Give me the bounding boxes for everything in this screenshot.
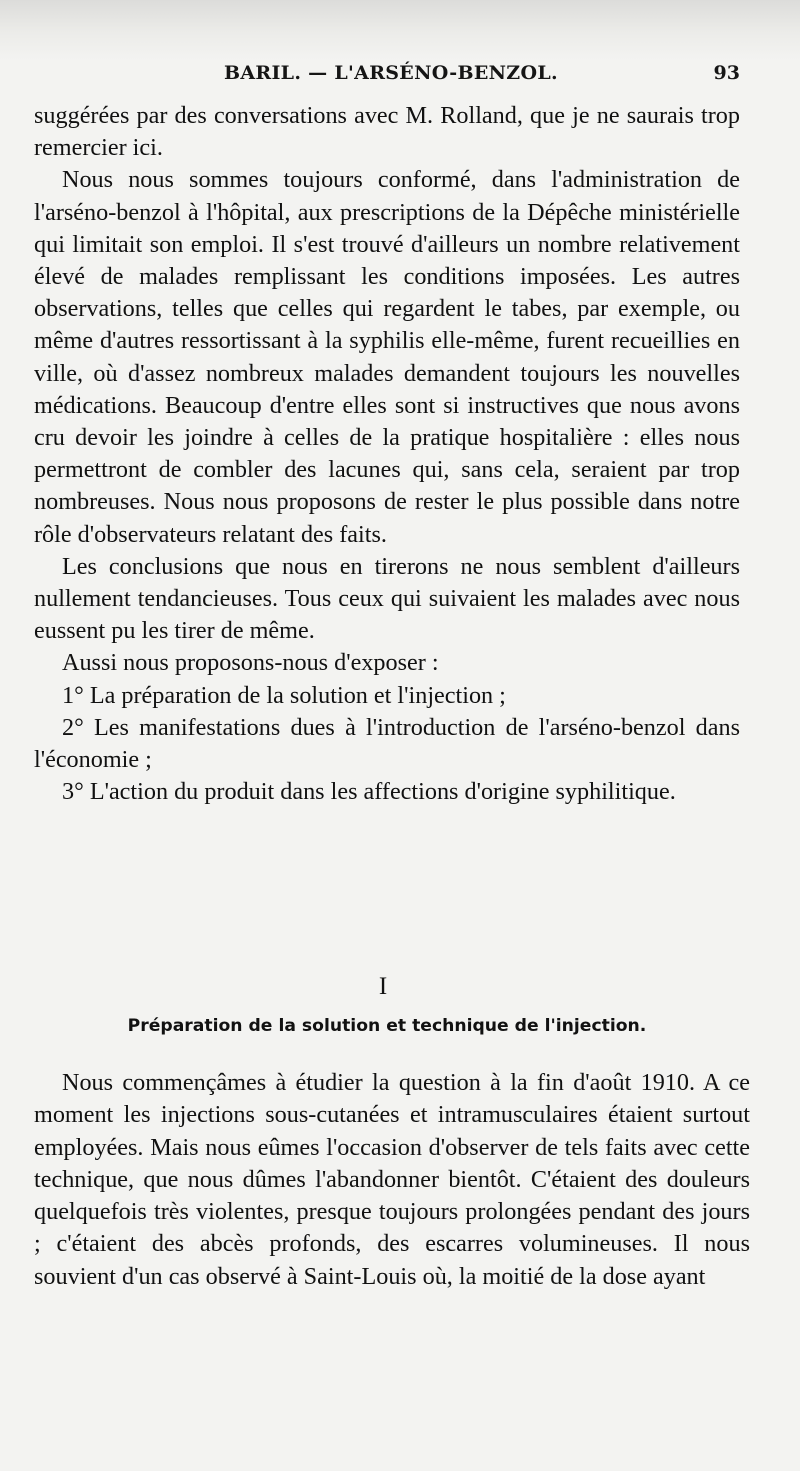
paragraph-continuation: suggérées par des conversations avec M. Rolland, que je ne saurais trop remercier ici. [34, 102, 740, 162]
scan-shadow [0, 0, 800, 60]
paragraph: Nous nous sommes toujours conformé, dans l'administration de l'arséno-benzol à l'hôpital, aux prescriptions de la Dépêche ministérielle qui limitait son emploi. Il s'est trouvé d'ailleurs un nombre relativement élevé de malades remplissant les conditions imposées. Les autres observations, telles que celles qui regardent le tabes, par exemple, ou même d'autres ressortissant à la syphilis elle-même, furent recueillies en ville, où d'assez nombreux malades demandent toujours les nouvelles médications. Beaucoup d'entre elles sont si instructives que nous avons cru devoir les joindre à celles de la pratique hospitalière : elles nous permettront de combler des lacunes qui, sans cela, seraient par trop nombreuses. Nous nous proposons de rester le plus possible dans notre rôle d'observateurs relatant des faits. [34, 166, 740, 548]
list-item: 3° L'action du produit dans les affections d'origine syphilitique. [62, 778, 676, 806]
list-item: 1° La préparation de la solution et l'injection ; [62, 681, 506, 709]
paragraph: Nous commençâmes à étudier la question à la fin d'août 1910. A ce moment les injections sous-cutanées et intramusculaires étaient surtout employées. Mais nous eûmes l'occasion d'observer de tels faits avec cette technique, que nous dûmes l'abandonner bientôt. C'étaient des douleurs quelquefois très violentes, presque toujours prolongées pendant des jours ; c'étaient des abcès profonds, des escarres volumineuses. Il nous souvient d'un cas observé à Saint-Louis où, la moitié de la dose ayant [34, 1069, 750, 1290]
section-text [34, 1067, 750, 1293]
section-title: Préparation de la solution et technique de l'injection. [127, 1016, 647, 1036]
page-header [34, 62, 740, 86]
paragraph: Aussi nous proposons-nous d'exposer : [62, 649, 439, 677]
paragraph: Les conclusions que nous en tirerons ne nous semblent d'ailleurs nullement tendancieuses. Tous ceux qui suivaient les malades avec nous eussent pu les tirer de même. [34, 552, 740, 645]
section-number: I [378, 973, 388, 1000]
list-item: 2° Les manifestations dues à l'introduction de l'arséno-benzol dans l'économie ; [34, 713, 740, 774]
running-title: BARIL. — L'ARSÉNO-BENZOL. [224, 62, 558, 84]
page-number: 93 [713, 62, 740, 84]
body-text [34, 100, 740, 808]
